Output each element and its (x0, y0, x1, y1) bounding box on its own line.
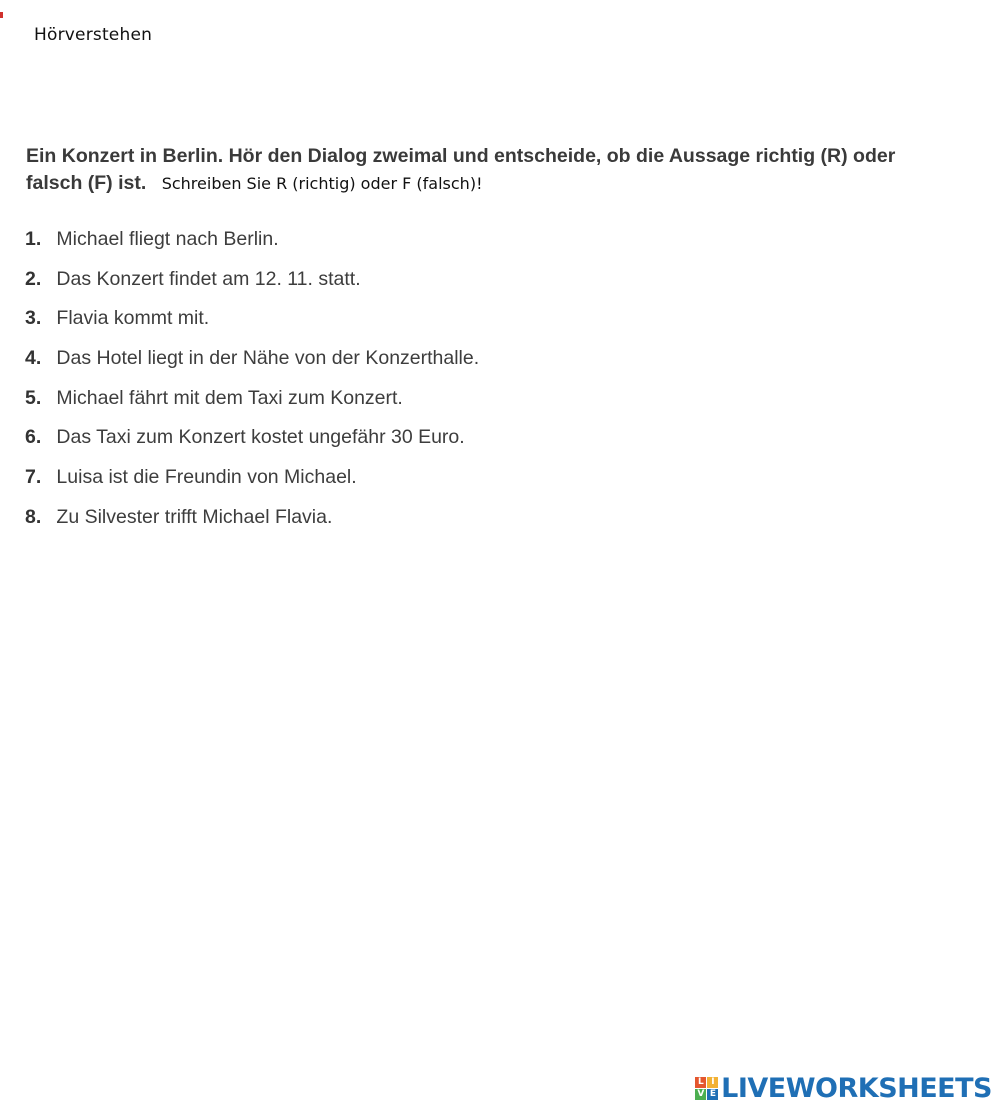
statement-item (25, 385, 479, 425)
logo-letter: E (707, 1089, 718, 1100)
statement-text: Das Taxi zum Konzert kostet ungefähr 30 Euro. (56, 426, 465, 449)
brand-name: LIVEWORKSHEETS (721, 1073, 992, 1104)
liveworksheets-brand[interactable] (695, 1073, 992, 1104)
statement-number: 3. (25, 307, 42, 330)
statement-list (25, 226, 479, 544)
statement-number: 2. (25, 267, 42, 290)
statement-text: Zu Silvester trifft Michael Flavia. (56, 505, 333, 528)
statement-item (25, 464, 479, 504)
logo-letter: L (695, 1077, 706, 1088)
statement-number: 8. (25, 505, 42, 528)
task-prompt: Ein Konzert in Berlin. Hör den Dialog zweimal und entscheide, ob die Aussage richtig (R) oder falsch (F) ist. (26, 145, 896, 194)
statement-item (25, 266, 479, 306)
statement-number: 4. (25, 347, 42, 370)
statement-text: Flavia kommt mit. (56, 307, 210, 330)
statement-number: 6. (25, 426, 42, 449)
statement-item (25, 504, 479, 544)
statement-item (25, 345, 479, 385)
statement-text: Michael fährt mit dem Taxi zum Konzert. (56, 386, 403, 409)
liveworksheets-logo-icon (695, 1077, 718, 1100)
logo-letter: I (707, 1077, 718, 1088)
statement-item (25, 305, 479, 345)
task-instruction: Schreiben Sie R (richtig) oder F (falsch)! (161, 174, 483, 193)
statement-text: Michael fliegt nach Berlin. (56, 228, 279, 250)
statement-text: Das Hotel liegt in der Nähe von der Konzerthalle. (56, 347, 480, 370)
statement-number: 5. (25, 386, 42, 409)
logo-letter: V (695, 1089, 706, 1100)
statement-item (25, 226, 479, 266)
statement-text: Luisa ist die Freundin von Michael. (56, 466, 357, 489)
statement-number: 7. (25, 466, 42, 489)
page-title: Hörverstehen (34, 25, 153, 45)
statement-item (25, 424, 479, 464)
task-description (26, 143, 926, 197)
statement-number: 1. (25, 228, 42, 250)
statement-text: Das Konzert findet am 12. 11. statt. (56, 267, 361, 290)
corner-mark (0, 12, 3, 18)
